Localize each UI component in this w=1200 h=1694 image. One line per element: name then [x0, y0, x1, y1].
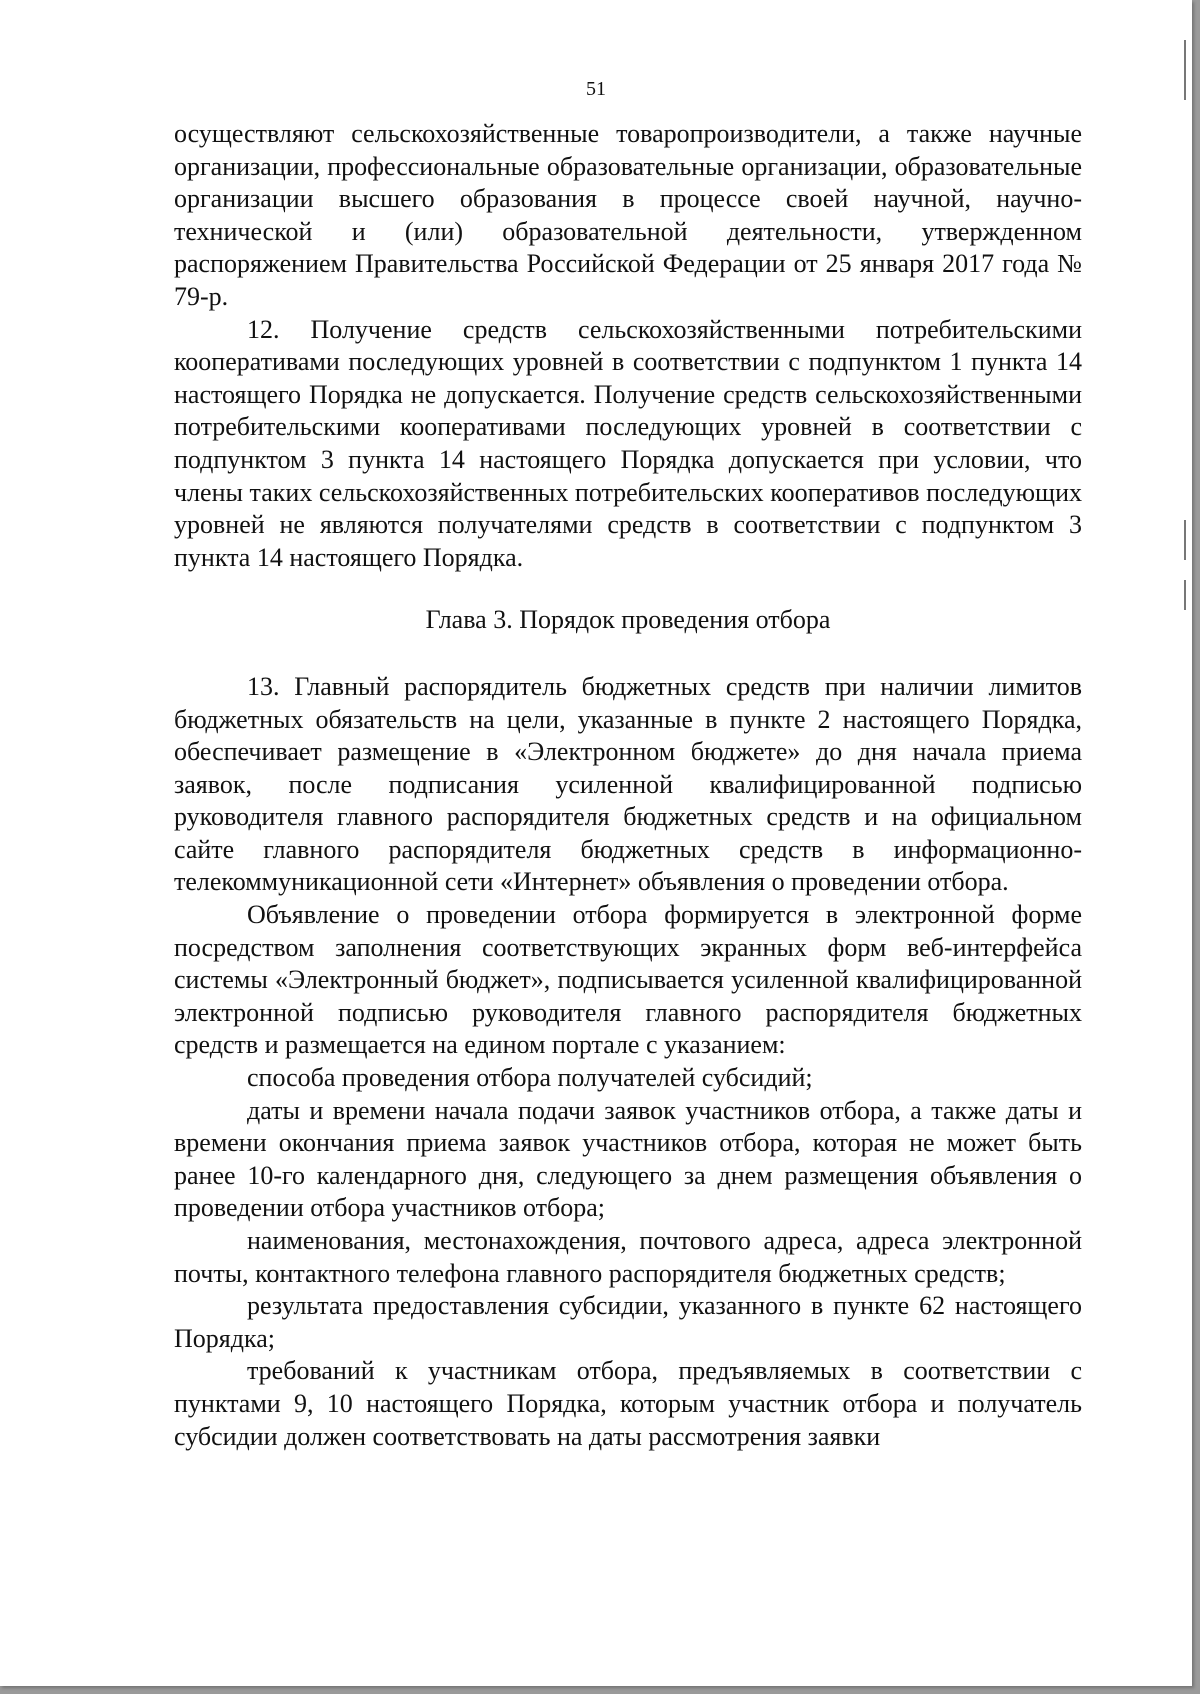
- paragraph-continuation: осуществляют сельскохозяйственные товаропроизводители, а также научные организации, профессиональные образовательные организации, образовательные организации высшего образования в процессе своей научной, научно-технической и (или) образовательной деятельности, утвержденном распоряжением Правительства Российской Федерации от 25 января 2017 года № 79-р.: [174, 119, 1082, 311]
- paragraph-item-13: 13. Главный распорядитель бюджетных средств при наличии лимитов бюджетных обязательств на цели, указанные в пункте 2 настоящего Порядка, обеспечивает размещение в «Электронном бюджете» до дня начала приема заявок, после подписания усиленной квалифицированной подписью руководителя главного распорядителя бюджетных средств и на официальном сайте главного распорядителя бюджетных средств в информационно-телекоммуникационной сети «Интернет» объявления о проведении отбора.: [174, 671, 1082, 897]
- paragraph-list-item: способа проведения отбора получателей субсидий;: [247, 1063, 813, 1093]
- page-number: 51: [586, 78, 606, 100]
- paragraph-list-item: требований к участникам отбора, предъявляемых в соответствии с пунктами 9, 10 настоящего Порядка, которым участник отбора и получатель субсидии должен соответствовать на даты рассмотрения заявки: [174, 1356, 1082, 1451]
- document-body: [174, 118, 1082, 1453]
- paragraph-list-item: даты и времени начала подачи заявок участников отбора, а также даты и времени окончания приема заявок участников отбора, которая не может быть ранее 10-го календарного дня, следующего за днем размещения объявления о проведении отбора участников отбора;: [174, 1095, 1082, 1223]
- paragraph-list-item: наименования, местонахождения, почтового адреса, адреса электронной почты, контактного телефона главного распорядителя бюджетных средств;: [174, 1226, 1082, 1288]
- scan-edge-marks: [1182, 0, 1186, 1694]
- chapter-heading: Глава 3. Порядок проведения отбора: [425, 605, 831, 635]
- paragraph-announcement: Объявление о проведении отбора формируется в электронной форме посредством заполнения соответствующих экранных форм веб-интерфейса системы «Электронный бюджет», подписывается усиленной квалифицированной электронной подписью руководителя главного распорядителя бюджетных средств и размещается на едином портале с указанием:: [174, 900, 1082, 1060]
- paragraph-item-12: 12. Получение средств сельскохозяйственными потребительскими кооперативами последующих уровней в соответствии с подпунктом 1 пункта 14 настоящего Порядка не допускается. Получение средств сельскохозяйственными потребительскими кооперативами последующих уровней в соответствии с подпунктом 3 пункта 14 настоящего Порядка допускается при условии, что члены таких сельскохозяйственных потребительских кооперативов последующих уровней не являются получателями средств в соответствии с подпунктом 3 пункта 14 настоящего Порядка.: [174, 314, 1082, 572]
- paragraph-list-item: результата предоставления субсидии, указанного в пункте 62 настоящего Порядка;: [174, 1291, 1082, 1353]
